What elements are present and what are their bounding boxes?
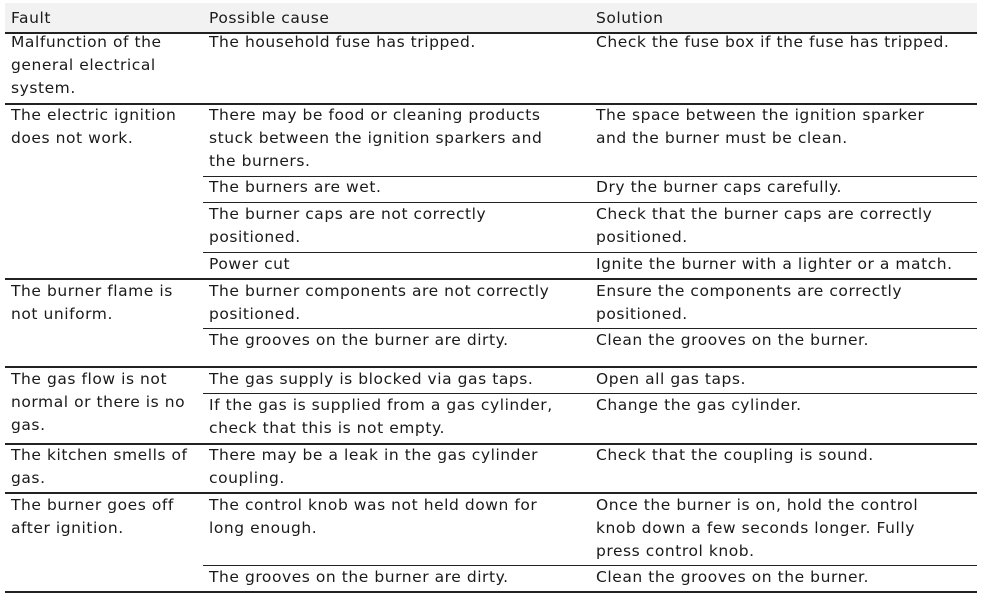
solution-cell: Ignite the burner with a lighter or a match.	[596, 255, 953, 273]
table-bottom-border	[5, 591, 977, 593]
solution-cell: Open all gas taps.	[596, 370, 747, 388]
header-possible-cause: Possible cause	[209, 9, 330, 27]
cause-cell: The control knob was not held down for long enough.	[209, 496, 538, 537]
solution-cell: Dry the burner caps carefully.	[596, 178, 842, 196]
cause-cell: The burners are wet.	[209, 178, 382, 196]
cause-cell: The burner caps are not correctly positioned.	[209, 205, 487, 246]
cause-cell: The grooves on the burner are dirty.	[209, 331, 509, 349]
cause-cell: If the gas is supplied from a gas cylinder, check that this is not empty.	[209, 396, 553, 437]
table-header	[5, 3, 977, 33]
solution-cell: Check that the coupling is sound.	[596, 446, 874, 464]
cause-cell: There may be food or cleaning products stuck between the ignition sparkers and the burners.	[209, 106, 543, 170]
fault-cell: The kitchen smells of gas.	[11, 446, 188, 487]
fault-cell: The electric ignition does not work.	[11, 106, 177, 147]
cause-cell: Power cut	[209, 255, 291, 273]
cause-cell: The gas supply is blocked via gas taps.	[209, 370, 534, 388]
solution-cell: Clean the grooves on the burner.	[596, 331, 870, 349]
cause-cell: The grooves on the burner are dirty.	[209, 568, 509, 586]
header-solution: Solution	[596, 9, 664, 27]
fault-cell: The burner goes off after ignition.	[11, 496, 174, 537]
solution-cell: Clean the grooves on the burner.	[596, 568, 870, 586]
cause-cell: There may be a leak in the gas cylinder coupling.	[209, 446, 539, 487]
cause-cell: The burner components are not correctly positioned.	[209, 282, 550, 323]
solution-cell: The space between the ignition sparker and the burner must be clean.	[596, 106, 925, 147]
fault-cell: The gas flow is not normal or there is no gas.	[11, 370, 186, 434]
solution-cell: Check that the burner caps are correctly positioned.	[596, 205, 933, 246]
solution-cell: Ensure the components are correctly positioned.	[596, 282, 903, 323]
header-fault: Fault	[11, 9, 51, 27]
solution-cell: Once the burner is on, hold the control knob down a few seconds longer. Fully press control knob.	[596, 496, 919, 560]
fault-cell: Malfunction of the general electrical system.	[11, 33, 162, 97]
cause-cell: The household fuse has tripped.	[209, 33, 476, 51]
solution-cell: Change the gas cylinder.	[596, 396, 802, 414]
fault-cell: The burner flame is not uniform.	[11, 282, 173, 323]
solution-cell: Check the fuse box if the fuse has tripped.	[596, 33, 950, 51]
